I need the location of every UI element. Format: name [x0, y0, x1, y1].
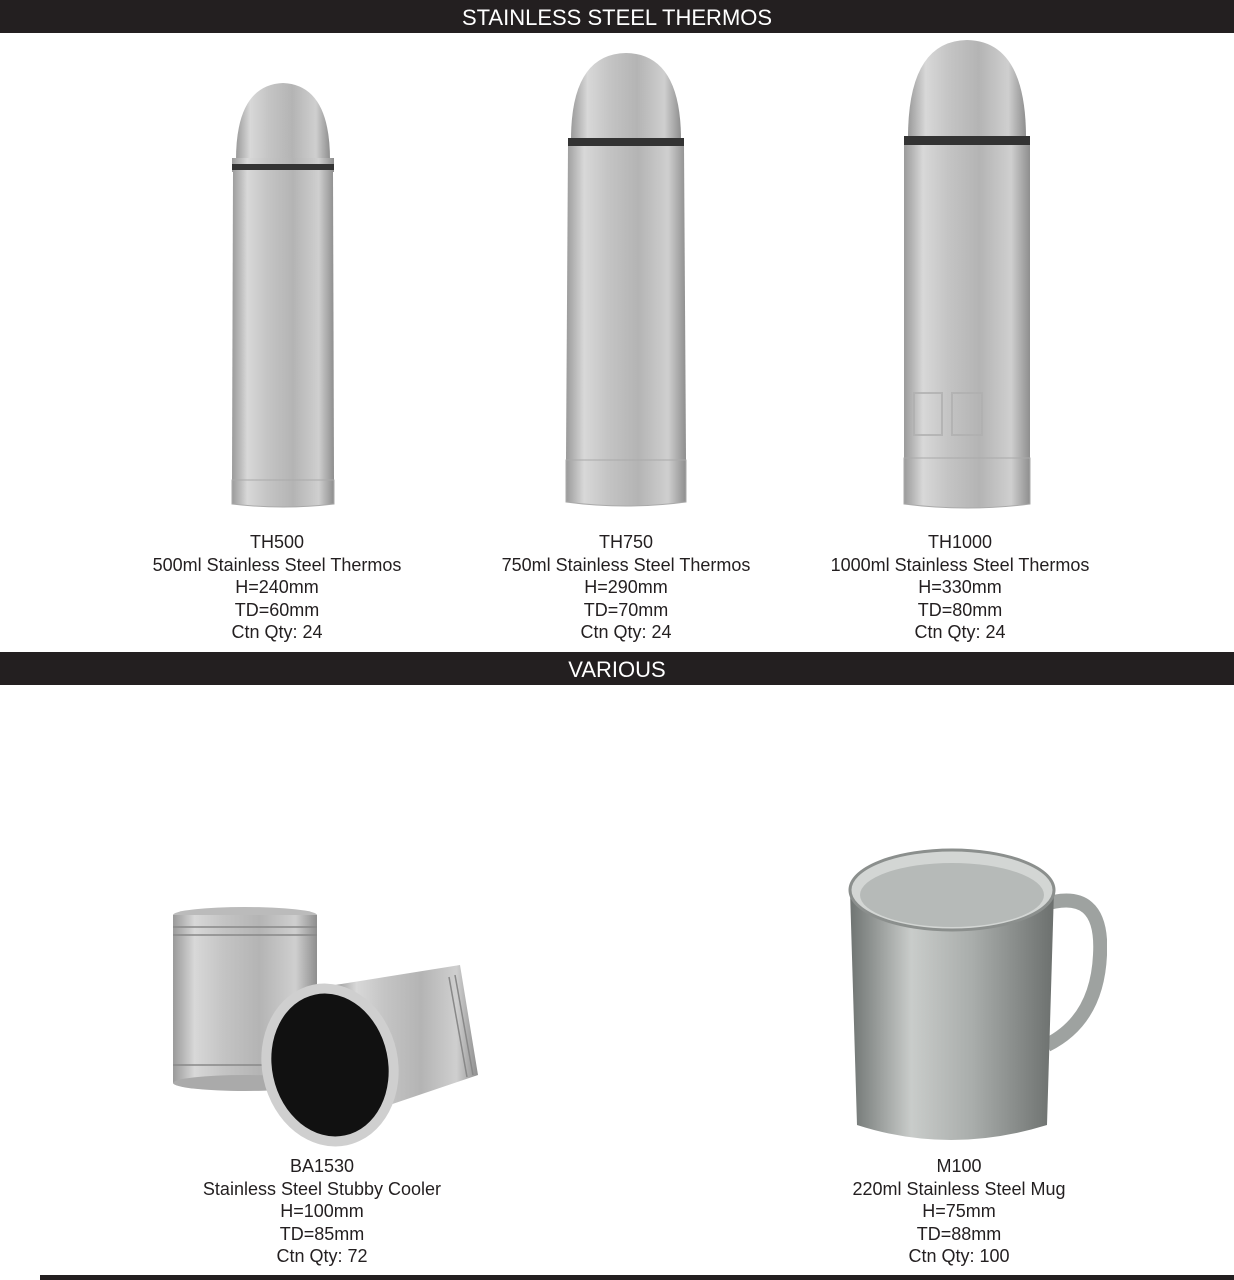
- product-height: H=240mm: [235, 577, 319, 598]
- product-height: H=75mm: [922, 1201, 996, 1222]
- section-header-various: VARIOUS: [0, 652, 1234, 685]
- product-caption-th1000: [780, 531, 1140, 644]
- product-diameter: TD=88mm: [916, 1223, 1002, 1244]
- product-carton-qty: Ctn Qty: 24: [231, 622, 323, 643]
- product-carton-qty: Ctn Qty: 100: [908, 1246, 1010, 1267]
- thermos-th500-image: [228, 80, 338, 510]
- product-code: TH750: [598, 532, 654, 552]
- product-name: Stainless Steel Stubby Cooler: [202, 1178, 442, 1199]
- product-caption-ba1530: [142, 1155, 502, 1268]
- product-name: 500ml Stainless Steel Thermos: [152, 554, 402, 575]
- product-code: TH1000: [927, 532, 993, 552]
- product-diameter: TD=70mm: [583, 599, 669, 620]
- footer-divider: [40, 1275, 1234, 1280]
- product-caption-th500: [97, 531, 457, 644]
- stubby-cooler-ba1530-image: [160, 905, 485, 1155]
- product-carton-qty: Ctn Qty: 24: [914, 622, 1006, 643]
- product-name: 1000ml Stainless Steel Thermos: [830, 554, 1090, 575]
- product-name: 220ml Stainless Steel Mug: [852, 1178, 1066, 1199]
- product-code: BA1530: [289, 1156, 355, 1176]
- product-diameter: TD=80mm: [917, 599, 1003, 620]
- product-height: H=100mm: [280, 1201, 364, 1222]
- product-code: TH500: [249, 532, 305, 552]
- product-height: H=330mm: [918, 577, 1002, 598]
- product-height: H=290mm: [584, 577, 668, 598]
- product-caption-th750: [446, 531, 806, 644]
- product-caption-m100: [779, 1155, 1139, 1268]
- product-diameter: TD=60mm: [234, 599, 320, 620]
- product-code: M100: [936, 1156, 982, 1176]
- section-header-thermos: STAINLESS STEEL THERMOS: [0, 0, 1234, 33]
- mug-m100-image: [842, 845, 1107, 1155]
- thermos-th750-image: [562, 50, 690, 512]
- product-carton-qty: Ctn Qty: 72: [276, 1246, 368, 1267]
- product-name: 750ml Stainless Steel Thermos: [501, 554, 751, 575]
- product-carton-qty: Ctn Qty: 24: [580, 622, 672, 643]
- thermos-th1000-image: [900, 38, 1034, 514]
- product-diameter: TD=85mm: [279, 1223, 365, 1244]
